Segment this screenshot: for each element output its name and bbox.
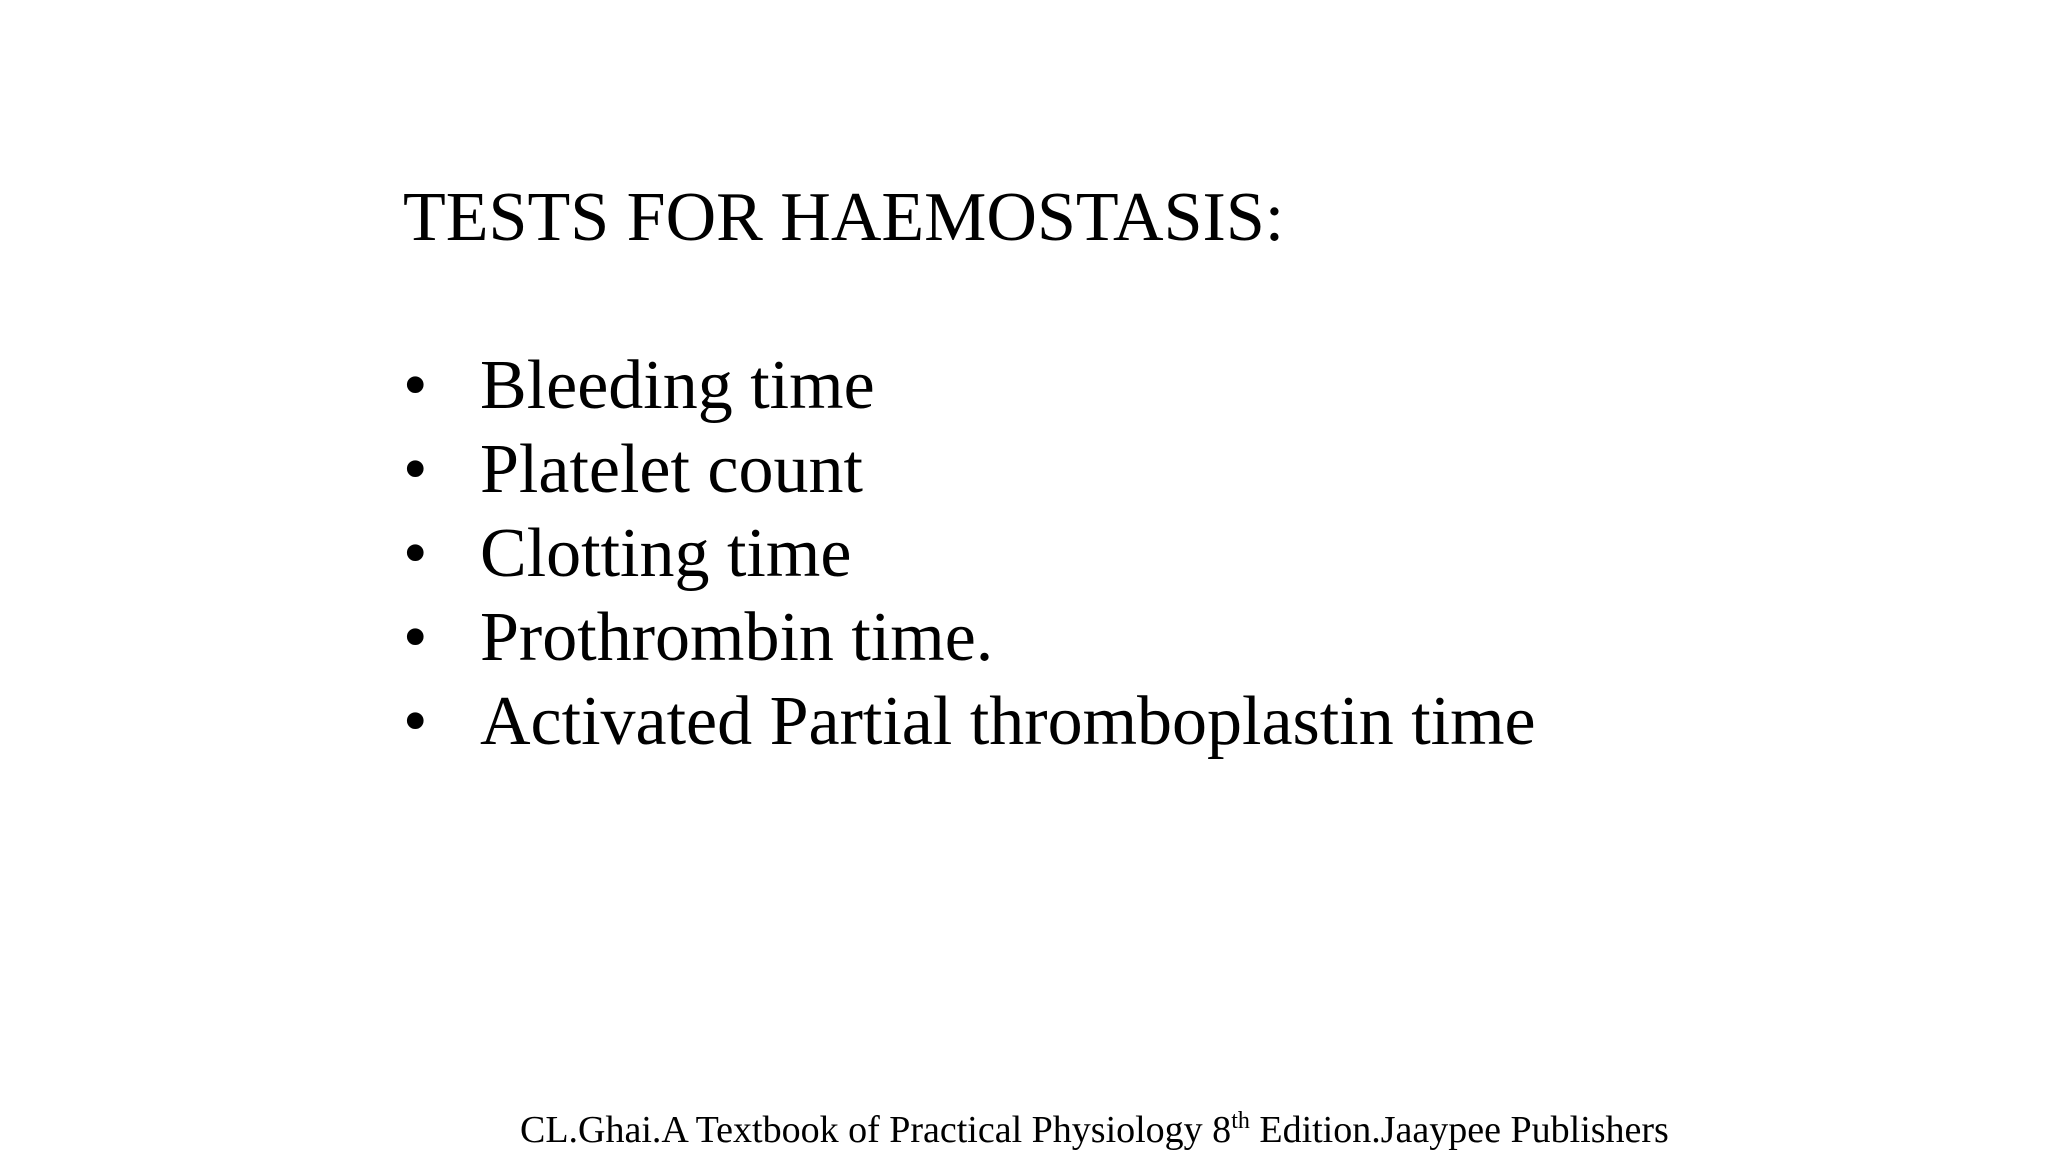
bullet-text: Activated Partial thromboplastin time	[480, 683, 1536, 760]
bullet-icon: •	[403, 347, 428, 424]
bullet-icon: •	[403, 683, 428, 760]
citation-superscript: th	[1231, 1108, 1250, 1134]
bullet-text: Clotting time	[480, 515, 852, 592]
citation-text-end: Edition.Jaaypee Publishers	[1249, 1109, 1669, 1151]
bullet-text: Bleeding time	[480, 347, 875, 424]
bullet-icon: •	[403, 431, 428, 508]
bullet-icon: •	[403, 599, 428, 676]
bullet-icon: •	[403, 515, 428, 592]
slide-title: TESTS FOR HAEMOSTASIS:	[403, 179, 1285, 256]
bullet-text: Platelet count	[480, 431, 863, 508]
bullet-text: Prothrombin time.	[480, 599, 994, 676]
citation-text: CL.Ghai.A Textbook of Practical Physiology 8	[520, 1109, 1232, 1151]
citation	[520, 1108, 1669, 1152]
